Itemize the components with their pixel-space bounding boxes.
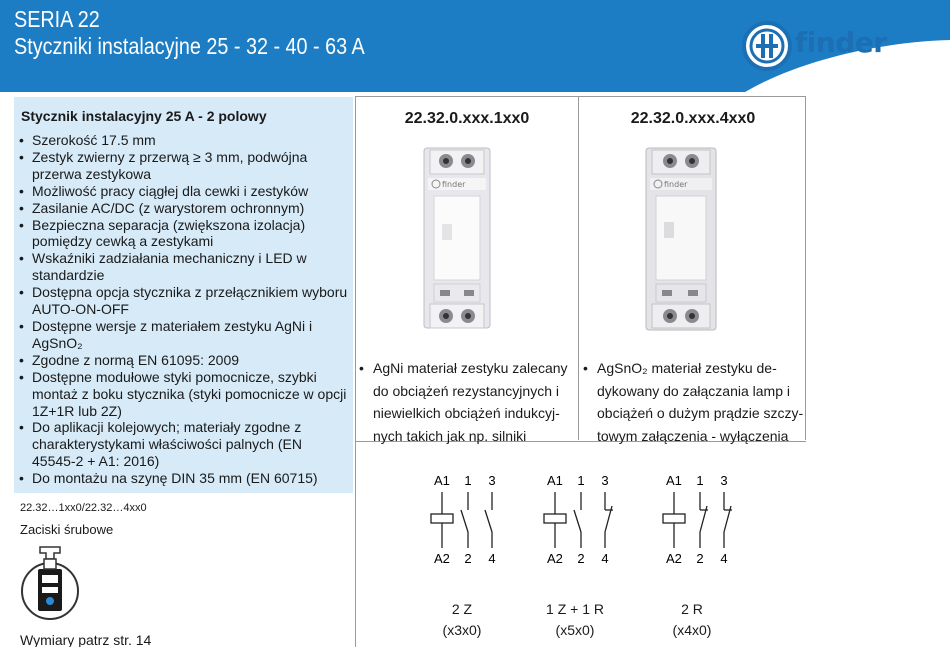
terminal-label: 3	[601, 473, 609, 488]
terminal-label: 3	[720, 473, 728, 488]
desc-line: nych takich jak np. silniki	[373, 427, 527, 444]
header-title	[14, 6, 365, 60]
features-box	[14, 97, 353, 493]
divider	[805, 96, 806, 440]
feature-item: • Możliwość pracy ciągłej dla cewki i zestyków	[19, 183, 349, 200]
feature-item: • Bezpieczna separacja (zwiększona izolacja) pomiędzy cewką a zestykami	[19, 217, 349, 251]
dimensions-note: Wymiary patrz str. 14	[20, 632, 152, 647]
terminal-label: 4	[601, 551, 609, 566]
svg-text:finder: finder	[442, 180, 466, 189]
terminal-label: 1	[464, 473, 472, 488]
config-label-1z1r	[535, 599, 615, 641]
terminal-label: 2	[696, 551, 704, 566]
features-list	[19, 132, 349, 487]
product-desc-2: • AgSnO₂ materiał zestyku de- dykowany do załączania lamp i obciążeń o dużym prądzie szczy- towym załączenia - wyłączenia	[583, 357, 805, 447]
desc-line: niewielkich obciążeń indukcyj-	[373, 405, 560, 421]
config-label-2z	[422, 599, 502, 641]
terminal-label: 2	[577, 551, 585, 566]
divider	[355, 96, 356, 647]
terminal-label: 4	[488, 551, 496, 566]
desc-line: AgNi materiał zestyku zalecany	[373, 360, 568, 376]
terminal-label: A2	[547, 551, 563, 566]
terminal-label: 1	[577, 473, 585, 488]
config-name: 2 R	[681, 601, 703, 617]
feature-item: • Zgodne z normą EN 61095: 2009	[19, 352, 349, 369]
product-desc-1: • AgNi materiał zestyku zalecany do obciążeń rezystancyjnych i niewielkich obciążeń indukcyj- nych takich jak np. silniki	[359, 357, 574, 447]
divider	[578, 96, 579, 440]
config-name: 1 Z + 1 R	[546, 601, 604, 617]
finder-logo-icon	[742, 20, 794, 72]
desc-line: obciążeń o dużym prądzie szczy-	[597, 405, 804, 421]
page-header	[0, 0, 950, 92]
svg-text:finder: finder	[664, 180, 688, 189]
desc-line: dykowany do załączania lamp i	[597, 382, 790, 399]
config-code: (x3x0)	[442, 622, 482, 638]
product-codes: 22.32…1xx0/22.32…4xx0	[20, 502, 147, 514]
wiring-diagram-1z1r	[533, 470, 643, 570]
feature-item: • Wskaźniki zadziałania mechaniczny i LED w standardzie	[19, 250, 349, 284]
desc-line: do obciążeń rezystancyjnych i	[373, 382, 559, 399]
feature-item: • Do aplikacji kolejowych; materiały zgodne z charakterystykami właściwości palnych (EN 45545-2 + A1: 2016)	[19, 419, 349, 470]
config-code: (x5x0)	[555, 622, 595, 638]
config-name: 2 Z	[451, 601, 473, 617]
config-code: (x4x0)	[672, 622, 712, 638]
feature-item: • Dostępne modułowe styki pomocnicze, szybki montaż z boku stycznika (styki pomocnicze w opcji 1Z+1R lub 2Z)	[19, 369, 349, 420]
feature-item: • Do montażu na szynę DIN 35 mm (EN 60715)	[19, 470, 349, 487]
terminal-label: A2	[434, 551, 450, 566]
terminal-label: 1	[696, 473, 704, 488]
terminal-label: A1	[666, 473, 682, 488]
terminal-label: A1	[547, 473, 563, 488]
features-title: Stycznik instalacyjny 25 A - 2 polowy	[21, 108, 267, 124]
terminal-label: A1	[434, 473, 450, 488]
feature-item: • Szerokość 17.5 mm	[19, 132, 349, 149]
terminal-type: Zaciski śrubowe	[20, 522, 114, 537]
wiring-diagram-2z	[420, 470, 530, 570]
product-code-1: 22.32.0.xxx.1xx0	[404, 110, 530, 127]
feature-item: • Zasilanie AC/DC (z warystorem ochronnym)	[19, 200, 349, 217]
terminal-label: A2	[666, 551, 682, 566]
series-title: SERIA 22	[14, 6, 100, 32]
terminal-label: 2	[464, 551, 472, 566]
finder-logo	[742, 20, 917, 72]
screw-terminal-icon	[20, 541, 80, 621]
feature-item: • Dostępne wersje z materiałem zestyku AgNi i AgSnO₂	[19, 318, 349, 352]
divider	[355, 96, 806, 97]
series-subtitle: Styczniki instalacyjne 25 - 32 - 40 - 63 A	[14, 33, 365, 59]
wiring-diagram-2r	[652, 470, 762, 570]
contactor-image-agni	[412, 144, 504, 336]
desc-line: towym załączenia - wyłączenia	[597, 427, 789, 444]
feature-item: • Zestyk zwierny z przerwą ≥ 3 mm, podwójna przerwa zestykowa	[19, 149, 349, 183]
product-code-2: 22.32.0.xxx.4xx0	[630, 110, 756, 127]
desc-line: AgSnO₂ materiał zestyku de-	[597, 360, 777, 376]
finder-logo-text: finder	[795, 26, 887, 59]
config-label-2r	[652, 599, 732, 641]
feature-item: • Dostępna opcja stycznika z przełącznikiem wyboru AUTO-ON-OFF	[19, 284, 349, 318]
terminal-label: 3	[488, 473, 496, 488]
terminal-label: 4	[720, 551, 728, 566]
contactor-image-agsno2	[630, 144, 740, 336]
